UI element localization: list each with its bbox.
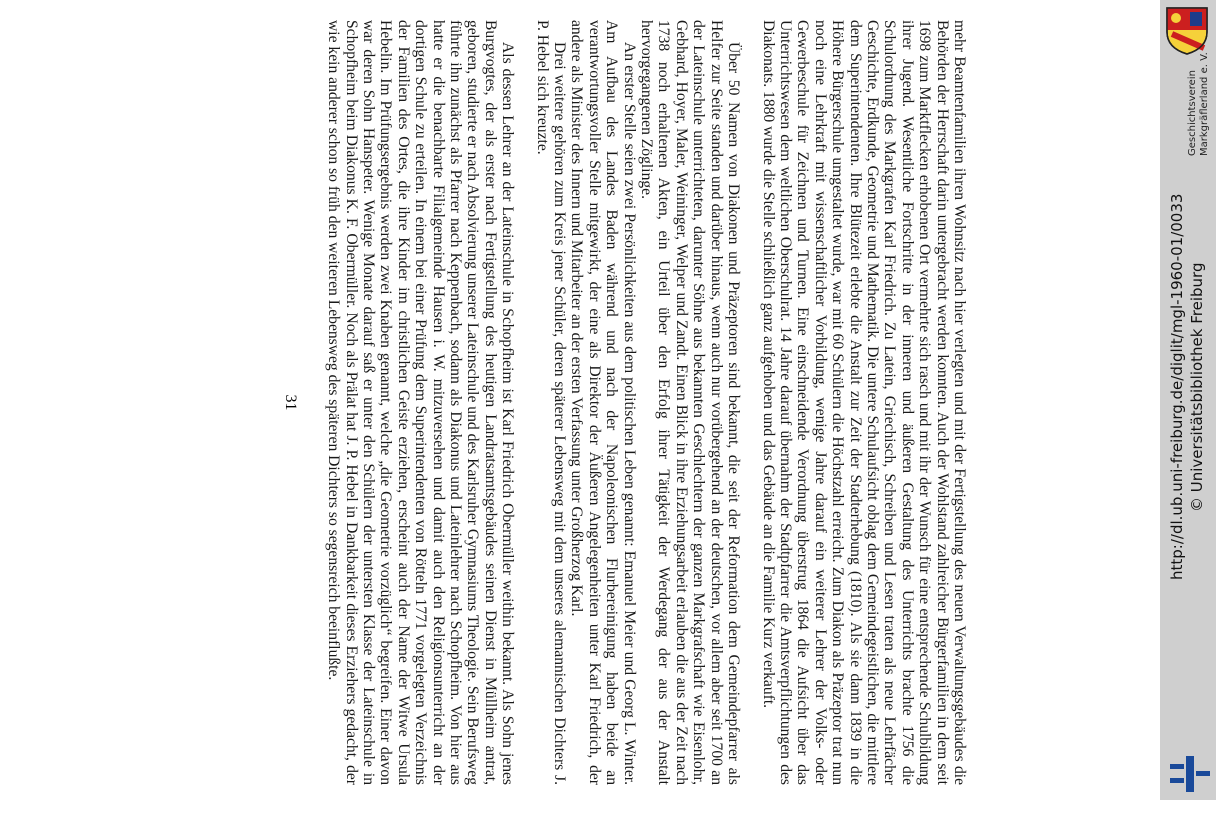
rotated-text-block (88, 20, 968, 820)
coat-of-arms-icon (1164, 6, 1210, 56)
society-name-line2: Markgräflerland e. V. (1199, 52, 1210, 156)
ub-freiburg-logo-icon (1168, 754, 1212, 794)
paragraph: Drei weitere gehören zum Kreis jener Schüler, deren späterer Lebensweg mit dem unseres alemannischen Dichters J. P. Hebel sich kreuzte. (533, 20, 569, 785)
paragraph: Über 50 Namen von Diakonen und Präzeptoren sind bekannt, die seit der Reformation dem Gemeindepfarrer als Helfer zur Seite standen und darüber hinaus, wenn auch nur vorübergehend an der deutschen, vor allem aber seit 1700 an der Lateinschule unterrichteten, darunter Söhne aus bekannten Geschlechtern der ganzen Markgrafschaft wie Eisenlohr, Gebhard, Hoyer, Maler, Weininger, Welper und Zandt. Einen Blick in ihre Erziehungsarbeit erlauben die aus der Zeit nach 1738 noch erhaltenen Akten, ein Urteil über den Erfolg ihrer Tätigkeit der Werdegang der aus der Anstalt hervorgegangenen Zöglinge. (638, 20, 743, 785)
paragraph: Als dessen Lehrer an der Lateinschule in Schopfheim ist Karl Friedrich Obermüller weithin bekannt. Als Sohn jenes Burgvogtes, der als erster nach Fertigstellung des heutigen Landratsamtsgebäudes seinen Dienst in Müllheim antrat, geboren, studierte er nach Absolvierung unserer Lateinschule und des Karlsruher Gymnasiums Theologie. Sein Berufsweg führte ihn zunächst als Pfarrer nach Keppenbach, sodann als Diakonus und Lateinlehrer nach Schopfheim. Von hier aus hatte er die benachbarte Filialgemeinde Hausen i. W. mitzuversehen und damit auch den Religionsunterricht an der dortigen Schule zu erteilen. In einem bei einer Prüfung dem Superintendenten von Rötteln 1771 vorgelegten Verzeichnis der Familien des Ortes, die ihre Kinder im christlichen Geiste erziehen, erscheint auch der Name der Witwe Ursula Hebelin. Im Prüfungsergebnis werden zwei Knaben genannt, welche „die Geometrie vorzüglich“ begreifen. Einer davon war deren Sohn Hanspeter. Wenige Monate darauf saß er unter den Schülern der untersten Klasse der Lateinschule in Schopfheim beim Diakonus K. F. Obermüller. Noch als Prälat hat J. P. Hebel in Dankbarkeit dieses Erziehers gedacht, der wie kein anderer schon so früh den weiteren Lebensweg des späteren Dichters so segensreich beeinflußte. (325, 20, 517, 785)
page-number: 31 (282, 394, 299, 411)
body-text (325, 20, 968, 785)
copyright-notice: © Universitätsbibliothek Freiburg (1188, 262, 1206, 512)
society-name-line1: Geschichtsverein (1187, 70, 1198, 156)
society-name (1187, 52, 1211, 156)
paragraph: An erster Stelle seien zwei Persönlichkeiten aus dem politischen Leben genannt: Emanuel Meier und Georg L. Winter. Am Aufbau des Landes Baden während und nach der Napoleonischen Flurbereinigung haben beide an verantwortungsvoller Stelle mitgewirkt, der eine als Direktor der Äußeren Angelegenheiten unter Karl Friedrich, der andere als Minister des Innern und Mitarbeiter an der ersten Verfassung unter Großherzog Karl. (568, 20, 638, 785)
permalink-url[interactable]: http://dl.ub.uni-freiburg.de/diglit/mgl-1960-01/0033 (1168, 193, 1186, 580)
paragraph: mehr Beamtenfamilien ihren Wohnsitz nach hier verlegten und mit der Fertigstellung des neuen Verwaltungsgebäudes die Behörden der Herrschaft darin untergebracht werden konnten. Auch der Wohlstand zahlreicher Bürgerfamilien in dem seit 1698 zum Marktflecken erhobenen Ort vermehrte sich rasch und mit ihr der Wunsch für eine entsprechende Schulbildung ihrer Jugend. Wesentliche Fortschritte in der inneren und äußeren Gestaltung des Unterrichts brachte 1756 die Schulordnung des Markgrafen Karl Friedrich. Zu Latein, Griechisch, Schreiben und Lesen traten als neue Lehrfächer Geschichte, Erdkunde, Geometrie und Mathematik. Die untere Schulaufsicht oblag dem Gemeindegeistlichen, die mittlere dem Superintendenten. Ihre Blütezeit erlebte die Anstalt zur Zeit der Stadterhebung (1810). Als sie dann 1839 in die Höhere Bürgerschule umgestaltet wurde, war mit 60 Schülern die Höchstzahl erreicht. Zum Diakon als Präzeptor trat nun noch eine Lehrkraft mit wissenschaftlicher Vorbildung, wenige Jahre darauf ein weiterer Lehrer der Volks- oder Gewerbeschule für Zeichnen und Turnen. Eine einschneidende Verordnung überstrug 1864 die Aufsicht über das Unterrichtswesen dem weltlichen Oberschulrat. 14 Jahre darauf übernahm der Stadtpfarrer die Amtsverpflichtungen des Diakonats. 1880 wurde die Stelle schließlich ganz aufgehoben und das Gebäude an die Familie Kurz verkauft. (759, 20, 968, 785)
